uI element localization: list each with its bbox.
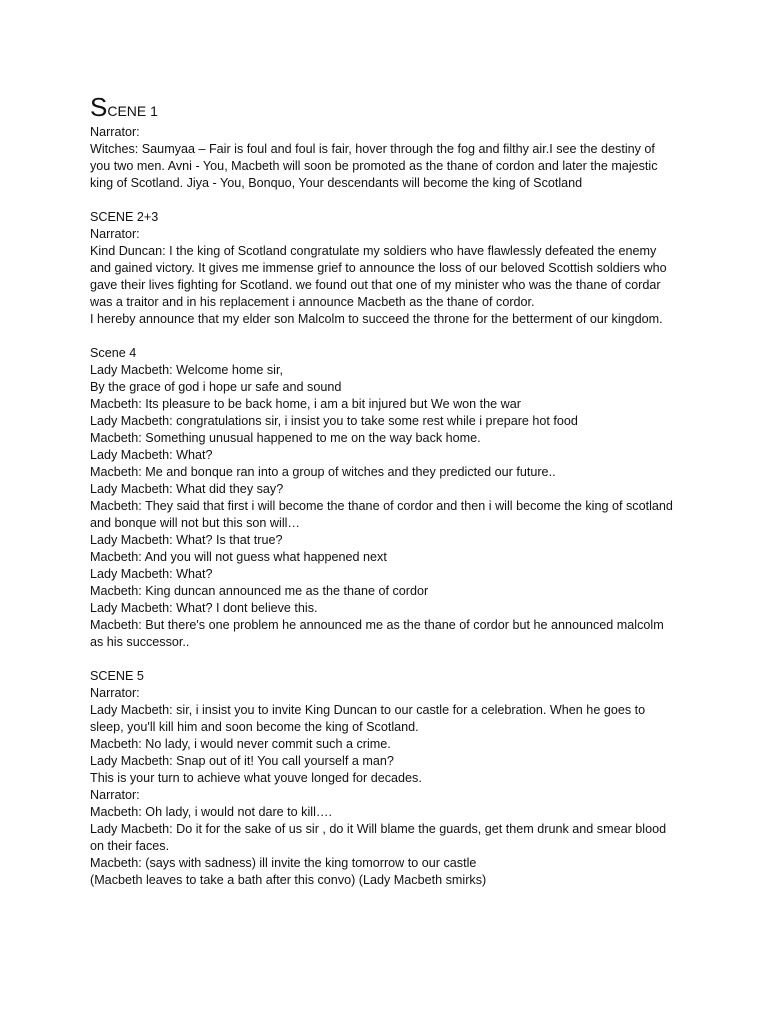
scene-1-heading xyxy=(90,94,690,124)
text-line: Macbeth: No lady, i would never commit such a crime. xyxy=(90,737,391,751)
text-line: Macbeth: Me and bonque ran into a group of witches and they predicted our future.. xyxy=(90,465,556,479)
text-line: Lady Macbeth: What did they say? xyxy=(90,482,284,496)
scene-2-3-heading: SCENE 2+3 xyxy=(90,210,159,224)
scene-1-heading-rest: CENE 1 xyxy=(107,103,158,119)
text-line: Lady Macbeth: What? Is that true? xyxy=(90,533,283,547)
text-line: king of Scotland. Jiya - You, Bonquo, Your descendants will become the king of Scotland xyxy=(90,176,583,190)
text-line: on their faces. xyxy=(90,839,170,853)
text-line: Macbeth: (says with sadness) ill invite the king tomorrow to our castle xyxy=(90,856,477,870)
text-line: By the grace of god i hope ur safe and sound xyxy=(90,380,342,394)
text-line: Witches: Saumyaa – Fair is foul and foul is fair, hover through the fog and filthy air.I see the destiny of xyxy=(90,142,655,156)
text-line: Kind Duncan: I the king of Scotland congratulate my soldiers who have flawlessly defeated the enemy xyxy=(90,244,657,258)
paragraph-gap xyxy=(90,651,690,668)
scene-1-heading-initial: S xyxy=(90,92,108,122)
text-line: Lady Macbeth: Do it for the sake of us sir , do it Will blame the guards, get them drunk and smear blood xyxy=(90,822,667,836)
text-line: Lady Macbeth: congratulations sir, i insist you to take some rest while i prepare hot food xyxy=(90,414,578,428)
text-line: Lady Macbeth: Snap out of it! You call yourself a man? xyxy=(90,754,394,768)
text-line: Narrator: xyxy=(90,227,140,241)
paragraph-gap xyxy=(90,328,690,345)
text-line: Lady Macbeth: What? xyxy=(90,448,213,462)
scene-1-section xyxy=(90,124,690,192)
text-line: and gained victory. It gives me immense grief to announce the loss of our beloved Scottish soldiers who xyxy=(90,261,667,275)
scene-2-3-section xyxy=(90,209,690,328)
scene-5-section xyxy=(90,668,690,889)
text-line: Macbeth: But there's one problem he announced me as the thane of cordor but he announced malcolm xyxy=(90,618,664,632)
document-body xyxy=(90,94,690,889)
text-line: sleep, you'll kill him and soon become the king of Scotland. xyxy=(90,720,419,734)
paragraph-gap xyxy=(90,192,690,209)
text-line: I hereby announce that my elder son Malcolm to succeed the throne for the betterment of our kingdom. xyxy=(90,312,663,326)
scene-4-section xyxy=(90,345,690,651)
text-line: you two men. Avni - You, Macbeth will soon be promoted as the thane of cordon and later the majestic xyxy=(90,159,658,173)
text-line: (Macbeth leaves to take a bath after this convo) (Lady Macbeth smirks) xyxy=(90,873,487,887)
text-line: Macbeth: Its pleasure to be back home, i am a bit injured but We won the war xyxy=(90,397,521,411)
text-line: Macbeth: They said that first i will become the thane of cordor and then i will become the king of scotland xyxy=(90,499,673,513)
text-line: Macbeth: King duncan announced me as the thane of cordor xyxy=(90,584,429,598)
text-line: as his successor.. xyxy=(90,635,190,649)
text-line: Lady Macbeth: What? I dont believe this. xyxy=(90,601,318,615)
text-line: Lady Macbeth: sir, i insist you to invite King Duncan to our castle for a celebration. When he goes to xyxy=(90,703,646,717)
text-line: gave their lives fighting for Scotland. we found out that one of my minister who was the thane of cordar xyxy=(90,278,661,292)
scene-5-heading: SCENE 5 xyxy=(90,669,144,683)
text-line: Lady Macbeth: What? xyxy=(90,567,213,581)
text-line: Macbeth: And you will not guess what happened next xyxy=(90,550,387,564)
text-line: was a traitor and in his replacement i announce Macbeth as the thane of cordor. xyxy=(90,295,535,309)
text-line: Narrator: xyxy=(90,686,140,700)
text-line: Lady Macbeth: Welcome home sir, xyxy=(90,363,283,377)
text-line: Macbeth: Oh lady, i would not dare to kill…. xyxy=(90,805,332,819)
text-line: This is your turn to achieve what youve longed for decades. xyxy=(90,771,422,785)
text-line: Narrator: xyxy=(90,125,140,139)
text-line: Macbeth: Something unusual happened to me on the way back home. xyxy=(90,431,481,445)
scene-4-heading: Scene 4 xyxy=(90,346,137,360)
text-line: and bonque will not but this son will… xyxy=(90,516,301,530)
text-line: Narrator: xyxy=(90,788,140,802)
